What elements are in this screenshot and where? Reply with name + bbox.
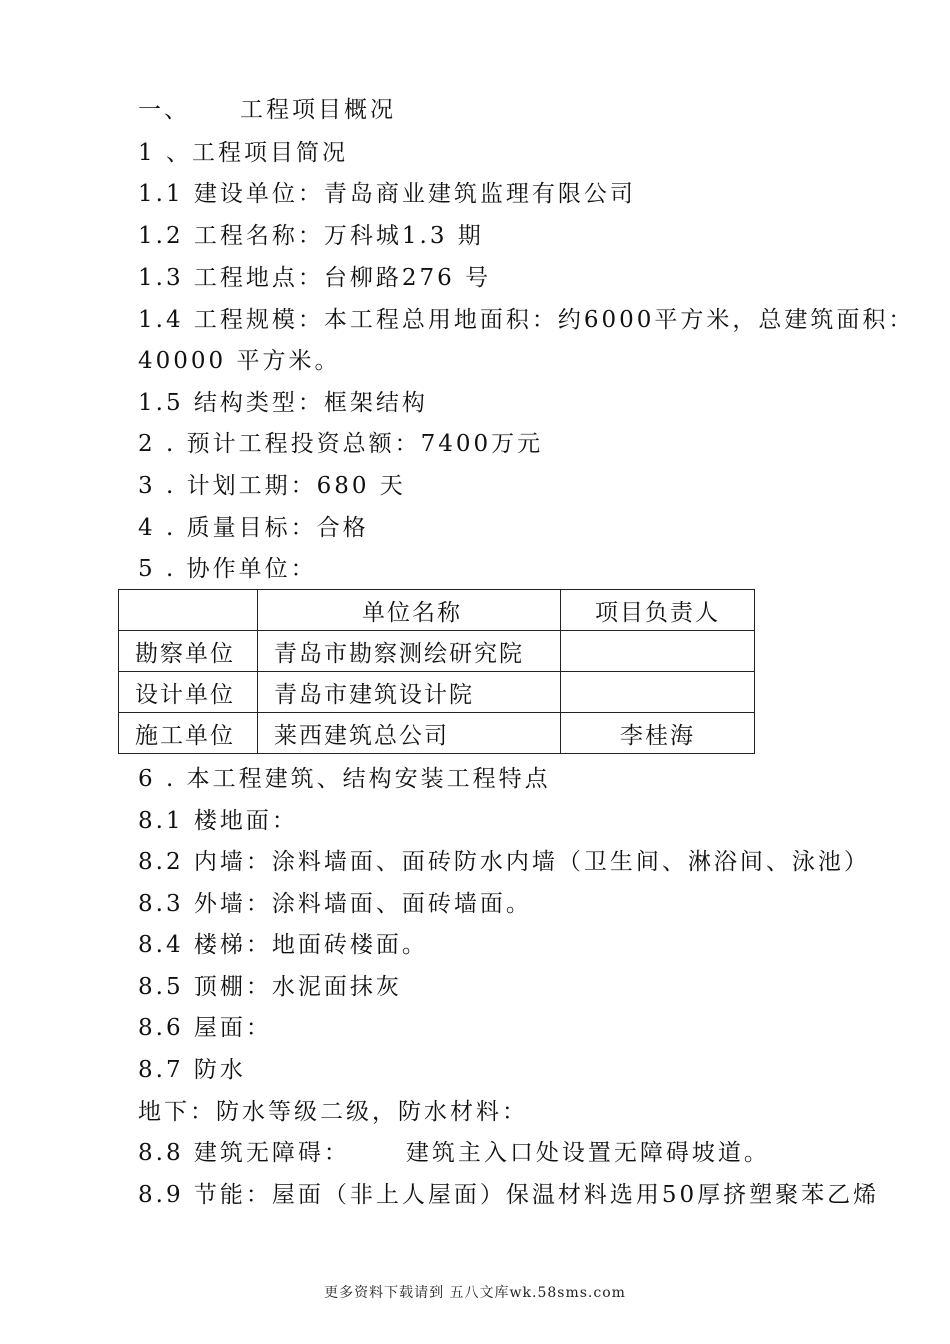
table-cell: 设计单位 — [119, 672, 258, 713]
table-cell — [561, 672, 755, 713]
item-accessibility-text: 建筑主入口处设置无障碍坡道。 — [405, 1140, 770, 1166]
section-heading — [138, 96, 396, 124]
item-underground: 地下：防水等级二级，防水材料： — [138, 1099, 528, 1125]
item-ceiling: 8.5 顶棚：水泥面抹灰 — [138, 974, 402, 1000]
table-header-cell: 项目负责人 — [561, 590, 755, 631]
item-structure-type: 1.5 结构类型：框架结构 — [138, 390, 428, 416]
item-project-scale-cont: 40000 平方米。 — [138, 348, 341, 374]
item-exterior-wall: 8.3 外墙：涂料墙面、面砖墙面。 — [138, 891, 532, 917]
cooperation-table — [118, 589, 755, 754]
item-investment: 2 . 预计工程投资总额：7400万元 — [138, 431, 544, 457]
item-construction-unit: 1.1 建设单位：青岛商业建筑监理有限公司 — [138, 181, 636, 207]
section-heading-text: 工程项目概况 — [240, 97, 396, 123]
table-cell: 李桂海 — [561, 713, 755, 754]
item-project-name: 1.2 工程名称：万科城1.3 期 — [138, 223, 484, 249]
item-project-location: 1.3 工程地点：台柳路276 号 — [138, 265, 492, 291]
table-row — [119, 631, 755, 672]
item-waterproof: 8.7 防水 — [138, 1057, 246, 1083]
item-energy-saving: 8.9 节能：屋面（非上人屋面）保温材料选用50厚挤塑聚苯乙烯 — [138, 1182, 880, 1208]
table-cell: 青岛市勘察测绘研究院 — [258, 631, 561, 672]
section-heading-number: 一、 — [138, 97, 190, 123]
item-accessibility — [138, 1139, 770, 1167]
table-cell: 施工单位 — [119, 713, 258, 754]
item-accessibility-label: 8.8 建筑无障碍： — [138, 1140, 350, 1166]
item-project-scale: 1.4 工程规模：本工程总用地面积：约6000平方米，总建筑面积： — [138, 307, 915, 333]
subsection-overview: 1 、工程项目简况 — [138, 140, 348, 166]
table-header-cell: 单位名称 — [258, 590, 561, 631]
table-cell — [561, 631, 755, 672]
table-cell: 勘察单位 — [119, 631, 258, 672]
item-roof: 8.6 屋面： — [138, 1015, 272, 1041]
item-schedule: 3 . 计划工期：680 天 — [138, 473, 406, 499]
table-row — [119, 713, 755, 754]
table-header-row — [119, 590, 755, 631]
item-features-heading: 6 . 本工程建筑、结构安装工程特点 — [138, 766, 551, 792]
table-header-cell — [119, 590, 258, 631]
page-footer: 更多资料下载请到 五八文库wk.58sms.com — [324, 1285, 626, 1301]
table-row — [119, 672, 755, 713]
item-interior-wall: 8.2 内墙：涂料墙面、面砖防水内墙（卫生间、淋浴间、泳池） — [138, 849, 870, 875]
table-cell: 莱西建筑总公司 — [258, 713, 561, 754]
table-cell: 青岛市建筑设计院 — [258, 672, 561, 713]
item-floor: 8.1 楼地面： — [138, 808, 298, 834]
item-cooperating-units: 5 . 协作单位： — [138, 556, 317, 582]
item-stairs: 8.4 楼梯：地面砖楼面。 — [138, 932, 428, 958]
item-quality-target: 4 . 质量目标：合格 — [138, 515, 369, 541]
